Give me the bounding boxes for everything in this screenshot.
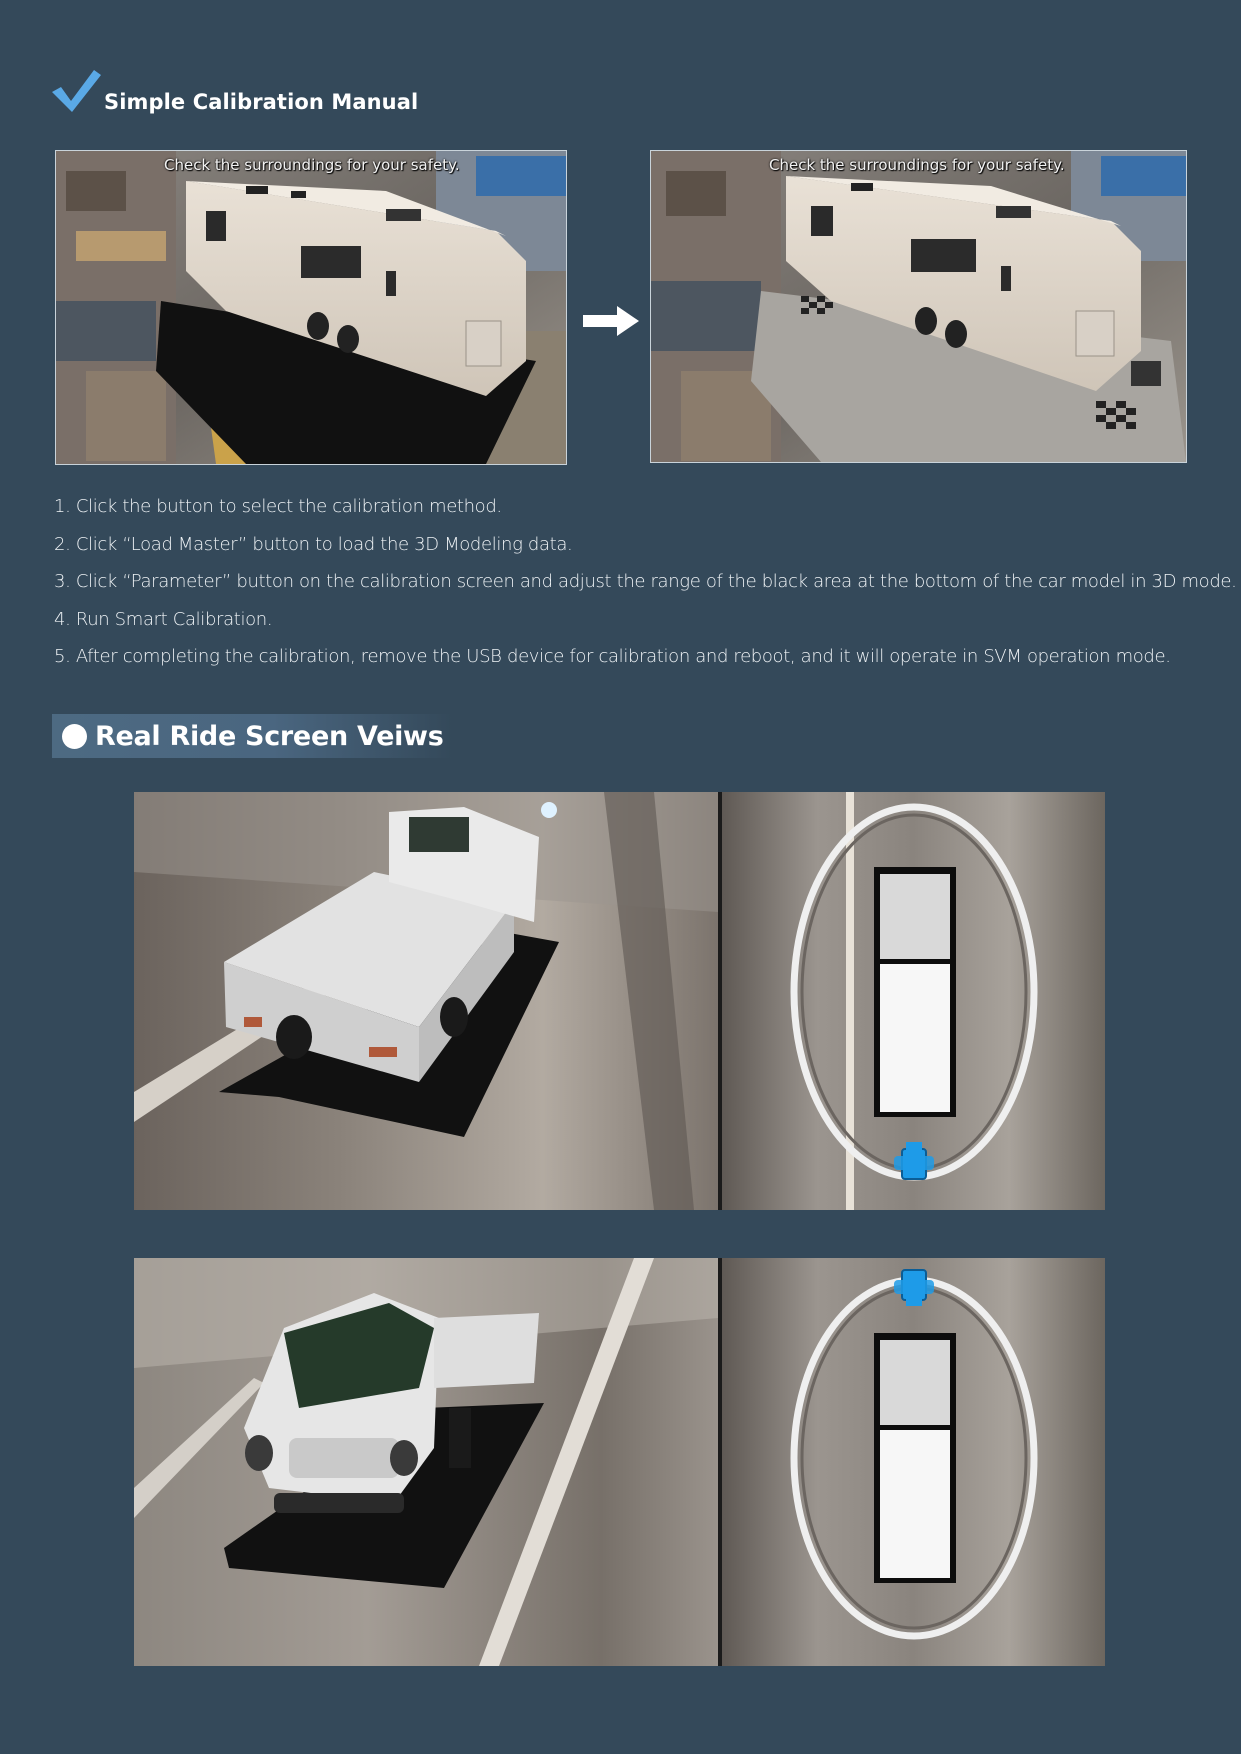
calibration-steps	[54, 492, 1237, 680]
checkmark-icon	[50, 66, 102, 116]
header	[50, 60, 418, 116]
ride-view-rear-illustration	[134, 792, 1105, 1210]
calibration-before-image	[55, 150, 567, 465]
step-5: 5. After completing the calibration, remove the USB device for calibration and reboot, and it will operate in SVM operation mode.	[54, 646, 1171, 667]
section-heading	[52, 714, 452, 758]
section-title: Real Ride Screen Veiws	[95, 720, 444, 752]
page-title: Simple Calibration Manual	[104, 90, 419, 114]
bullet-dot-icon	[62, 724, 87, 749]
ride-view-front	[134, 1258, 1105, 1666]
step-3: 3. Click “Parameter” button on the calibration screen and adjust the range of the black area at the bottom of the car model in 3D mode.	[54, 571, 1237, 592]
rv-before-illustration	[56, 151, 566, 464]
step-4: 4. Run Smart Calibration.	[54, 608, 273, 630]
rv-after-illustration	[651, 151, 1186, 462]
calibration-after-caption: Check the surroundings for your safety.	[769, 156, 1065, 174]
step-1: 1. Click the button to select the calibration method.	[54, 496, 502, 517]
step-2: 2. Click “Load Master” button to load the 3D Modeling data.	[54, 533, 573, 555]
ride-view-front-illustration	[134, 1258, 1105, 1666]
calibration-after-image	[650, 150, 1187, 463]
ride-view-rear	[134, 792, 1105, 1210]
calibration-before-caption: Check the surroundings for your safety.	[164, 156, 460, 174]
right-arrow-icon	[583, 306, 639, 336]
